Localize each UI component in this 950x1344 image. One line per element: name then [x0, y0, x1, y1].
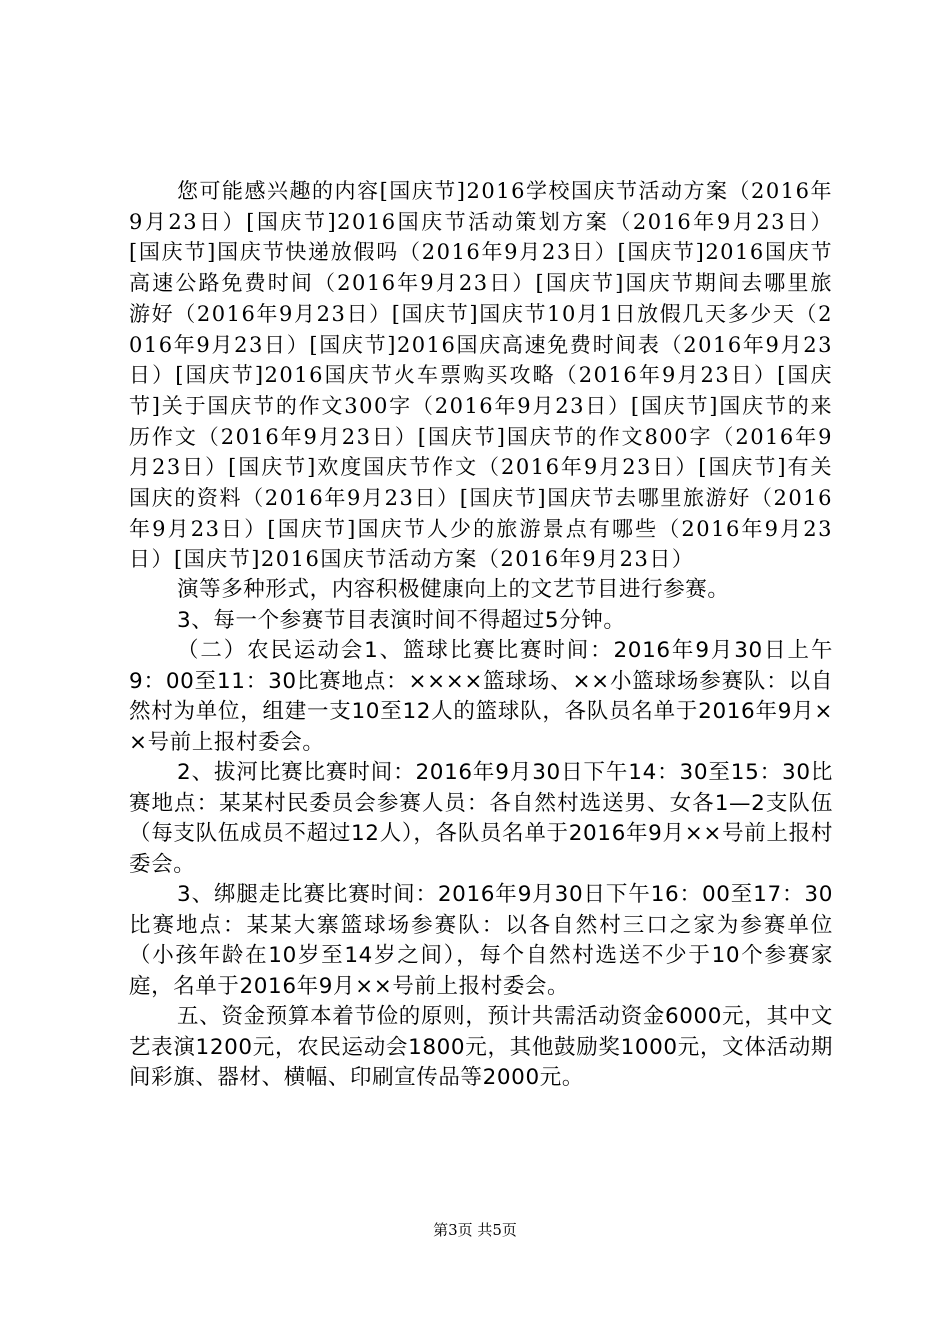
body-paragraph-6: 五、资金预算本着节俭的原则，预计共需活动资金6000元，其中文艺表演1200元，农民运动会1800元，其他鼓励奖1000元，文体活动期间彩旗、器材、横幅、印刷宣传品等2000元。 — [129, 1004, 833, 1091]
document-content — [129, 176, 833, 1094]
body-paragraph-3: （二）农民运动会1、篮球比赛比赛时间：2016年9月30日上午9：00至11：30比赛地点：××××篮球场、××小篮球场参赛队：以自然村为单位，组建一支10至12人的篮球队，各队员名单于2016年9月××号前上报村委会。 — [129, 638, 833, 755]
body-paragraph-4: 2、拔河比赛比赛时间：2016年9月30日下午14：30至15：30比赛地点：某某村民委员会参赛人员：各自然村选送男、女各1—2支队伍（每支队伍成员不超过12人），各队员名单于2016年9月××号前上报村委会。 — [129, 760, 833, 877]
related-content-paragraph: 您可能感兴趣的内容[国庆节]2016学校国庆节活动方案（2016年9月23日）[国庆节]2016国庆节活动策划方案（2016年9月23日）[国庆节]国庆节快递放假吗（2016年9月23日）[国庆节]2016国庆节高速公路免费时间（2016年9月23日）[国庆节]国庆节期间去哪里旅游好（2016年9月23日）[国庆节]国庆节10月1日放假几天多少天（2016年9月23日）[国庆节]2016国庆高速免费时间表（2016年9月23日）[国庆节]2016国庆节火车票购买攻略（2016年9月23日）[国庆节]关于国庆节的作文300字（2016年9月23日）[国庆节]国庆节的来历作文（2016年9月23日）[国庆节]国庆节的作文800字（2016年9月23日）[国庆节]欢度国庆节作文（2016年9月23日）[国庆节]有关国庆的资料（2016年9月23日）[国庆节]国庆节去哪里旅游好（2016年9月23日）[国庆节]国庆节人少的旅游景点有哪些（2016年9月23日）[国庆节]2016国庆节活动方案（2016年9月23日） — [129, 179, 833, 572]
body-paragraph-5: 3、绑腿走比赛比赛时间：2016年9月30日下午16：00至17：30比赛地点：某某大寨篮球场参赛队：以各自然村三口之家为参赛单位（小孩年龄在10岁至14岁之间），每个自然村选送不少于10个参赛家庭，名单于2016年9月××号前上报村委会。 — [129, 882, 833, 999]
page-number-footer: 第3页 共5页 — [433, 1221, 517, 1239]
body-paragraph-2: 3、每一个参赛节目表演时间不得超过5分钟。 — [177, 607, 626, 633]
body-paragraph-1: 演等多种形式，内容积极健康向上的文艺节目进行参赛。 — [177, 577, 730, 603]
